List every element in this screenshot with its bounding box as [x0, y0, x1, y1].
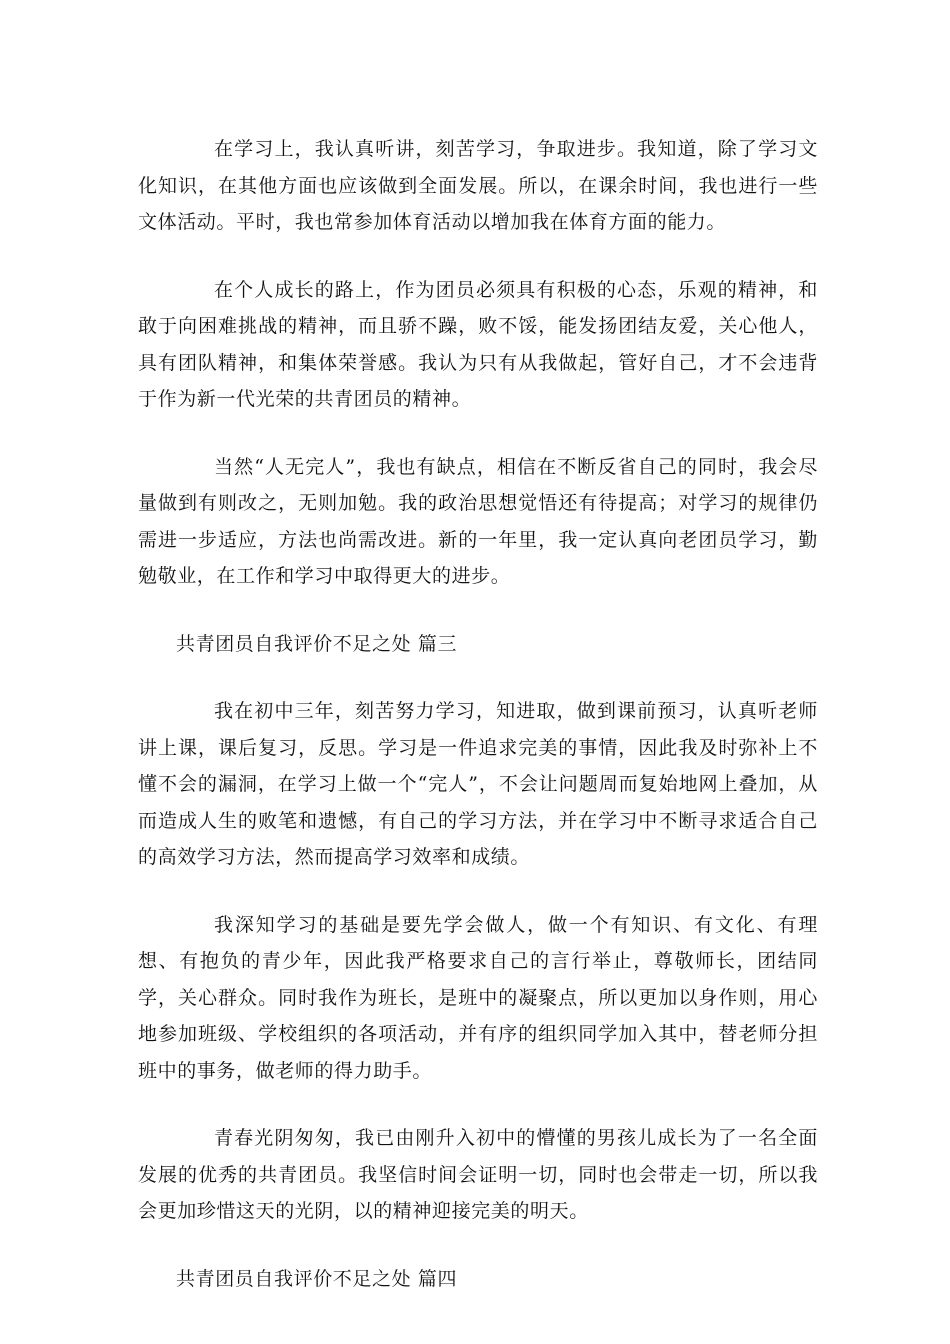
- paragraph-study: 在学习上，我认真听讲，刻苦学习，争取进步。我知道，除了学习文化知识，在其他方面也应该做到全面发展。所以，在课余时间，我也进行一些文体活动。平时，我也常参加体育活动以增加我在体育方面的能力。: [138, 138, 818, 233]
- document-body: [138, 131, 818, 1328]
- section-heading-part-four: 共青团员自我评价不足之处 篇四: [176, 1267, 458, 1290]
- section-heading-part-three: 共青团员自我评价不足之处 篇三: [176, 632, 458, 655]
- paragraph-conduct: 我深知学习的基础是要先学会做人，做一个有知识、有文化、有理想、有抱负的青少年，因此我严格要求自己的言行举止，尊敬师长，团结同学，关心群众。同时我作为班长，是班中的凝聚点，所以更加以身作则，用心地参加班级、学校组织的各项活动，并有序的组织同学加入其中，替老师分担班中的事务，做老师的得力助手。: [138, 913, 818, 1082]
- paragraph-shortcomings: 当然“人无完人”，我也有缺点，相信在不断反省自己的同时，我会尽量做到有则改之，无则加勉。我的政治思想觉悟还有待提高；对学习的规律仍需进一步适应，方法也尚需改进。新的一年里，我一定认真向老团员学习，勤勉敬业，在工作和学习中取得更大的进步。: [138, 455, 818, 587]
- paragraph-youth: 青春光阴匆匆，我已由刚升入初中的懵懂的男孩儿成长为了一名全面发展的优秀的共青团员。我坚信时间会证明一切，同时也会带走一切，所以我会更加珍惜这天的光阴，以的精神迎接完美的明天。: [138, 1127, 818, 1222]
- paragraph-growth: 在个人成长的路上，作为团员必须具有积极的心态，乐观的精神，和敢于向困难挑战的精神，而且骄不躁，败不馁，能发扬团结友爱，关心他人，具有团队精神，和集体荣誉感。我认为只有从我做起，管好自己，才不会违背于作为新一代光荣的共青团员的精神。: [138, 278, 818, 410]
- paragraph-junior-high-study: 我在初中三年，刻苦努力学习，知进取，做到课前预习，认真听老师讲上课，课后复习，反思。学习是一件追求完美的事情，因此我及时弥补上不懂不会的漏洞，在学习上做一个“完人”，不会让问题周而复始地网上叠加，从而造成人生的败笔和遗憾，有自己的学习方法，并在学习中不断寻求适合自己的高效学习方法，然而提高学习效率和成绩。: [138, 700, 818, 868]
